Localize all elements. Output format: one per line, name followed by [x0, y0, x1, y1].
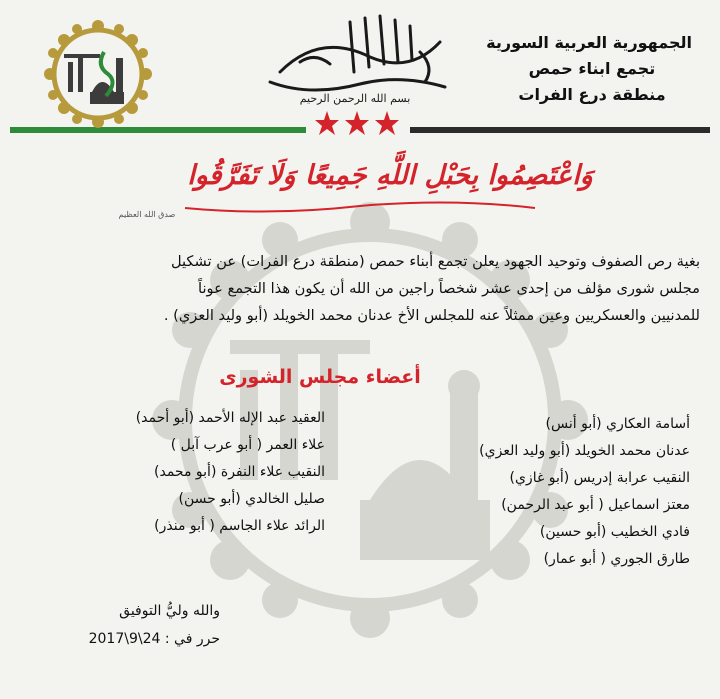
members-list-right [390, 411, 690, 573]
member-item: الرائد علاء الجاسم ( أبو منذر) [154, 518, 325, 534]
closing-block [20, 597, 220, 653]
homs-logo-emblem [42, 18, 154, 130]
announcement-line: مجلس شورى مؤلف من إحدى عشر شخصاً راجين من الله أن يكون هذا التجمع عوناً [198, 280, 700, 297]
verse-underline-decoration [180, 196, 540, 216]
verse-attribution: صدق الله العظيم [118, 210, 176, 219]
flag-dark-bar [410, 127, 710, 133]
member-item: فادي الخطيب (أبو حسين) [539, 524, 690, 540]
announcement-paragraph [40, 248, 700, 329]
header-country: الجمهورية العربية السورية [486, 33, 692, 52]
council-members-title: أعضاء مجلس الشورى [219, 366, 421, 388]
header-org-name: تجمع ابناء حمص [528, 59, 656, 78]
header-org-block [486, 30, 692, 108]
closing-phrase: والله وليُّ التوفيق [119, 603, 220, 619]
member-item: علاء العمر ( أبو عرب آبل ) [170, 437, 325, 453]
member-item: صليل الخالدي (أبو حسن) [178, 491, 325, 507]
issue-date: حرر في : 24\9\2017 [88, 631, 220, 647]
member-item: معتز اسماعيل ( أبو عبد الرحمن) [501, 497, 690, 513]
basmala-text: بسم الله الرحمن الرحيم [299, 92, 411, 105]
announcement-line: للمدنيين والعسكريين وعين ممثلاً عنه للمجلس الأخ عدنان محمد الخويلد (أبو وليد العزي) . [163, 307, 700, 324]
member-item: العقيد عبد الإله الأحمد (أبو أحمد) [135, 410, 325, 426]
members-list-left [15, 405, 325, 540]
three-stars-icon [312, 108, 402, 138]
member-item: طارق الجوري ( أبو عمار) [543, 551, 690, 567]
header-region: منطقة درع الفرات [518, 85, 666, 104]
member-item: النقيب علاء النفرة (أبو محمد) [154, 464, 325, 480]
quran-verse: وَاعْتَصِمُوا بِحَبْلِ اللَّهِ جَمِيعًا وَلَا تَفَرَّقُوا [187, 160, 593, 191]
member-item: النقيب عرابة إدريس (أبو غازي) [509, 470, 690, 486]
basmala-calligraphy [250, 12, 460, 107]
member-item: عدنان محمد الخويلد (أبو وليد العزي) [479, 443, 690, 459]
announcement-line: بغية رص الصفوف وتوحيد الجهود يعلن تجمع أبناء حمص (منطقة درع الفرات) عن تشكيل [170, 253, 700, 270]
member-item: أسامة العكاري (أبو أنس) [545, 416, 690, 432]
